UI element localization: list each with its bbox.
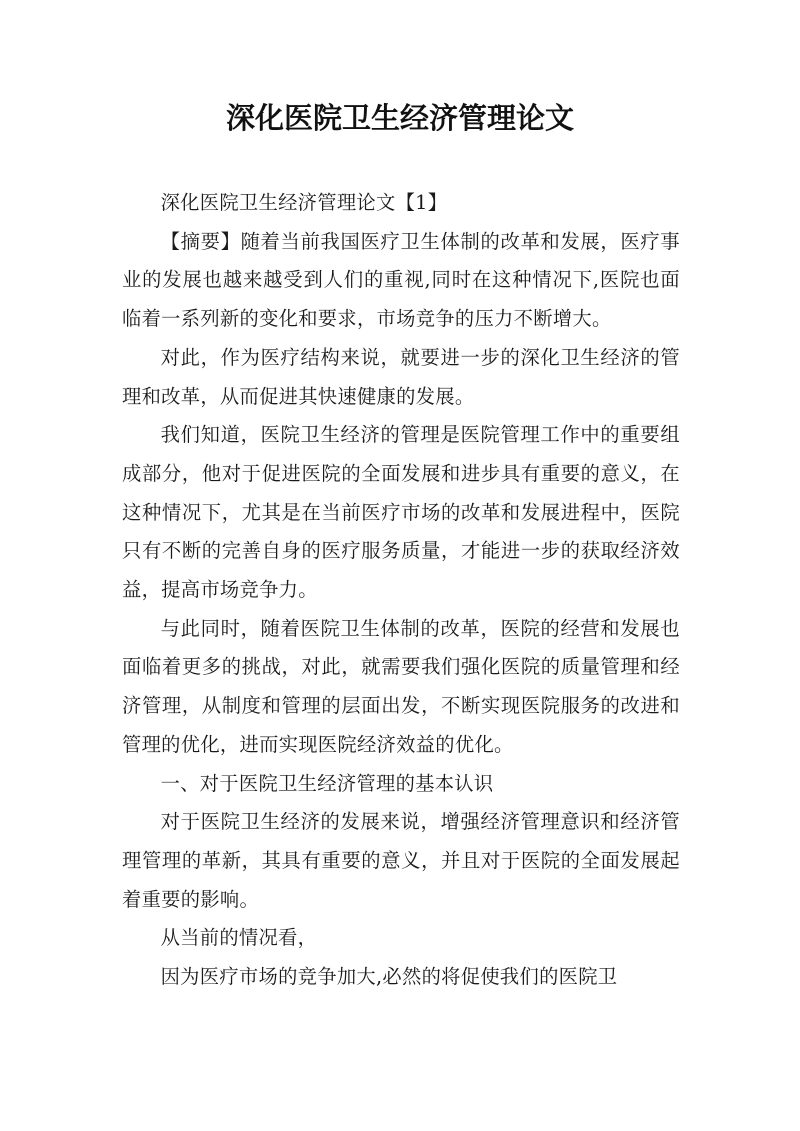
paragraph: 从当前的情况看，: [160, 926, 318, 950]
paragraph: 因为医疗市场的竞争加大,必然的将促使我们的医院卫: [160, 965, 618, 989]
paragraph: 与此同时，随着医院卫生体制的改革，医院的经营和发展也面临着更多的挑战，对此，就需要我们强化医院的质量管理和经济管理，从制度和管理的层面出发，不断实现医院服务的改进和管理的优化，进而实现医院经济效益的优化。: [122, 616, 680, 756]
document-body: [122, 184, 680, 997]
paragraph-abstract: 【摘要】随着当前我国医疗卫生体制的改革和发展，医疗事业的发展也越来越受到人们的重视,同时在这种情况下,医院也面临着一系列新的变化和要求，市场竞争的压力不断增大。: [122, 229, 680, 331]
section-heading: 一、对于医院卫生经济管理的基本认识: [160, 771, 494, 795]
paragraph: 我们知道，医院卫生经济的管理是医院管理工作中的重要组成部分，他对于促进医院的全面发展和进步具有重要的意义，在这种情况下，尤其是在当前医疗市场的改革和发展进程中，医院只有不断的完善自身的医疗服务质量，才能进一步的获取经济效益，提高市场竞争力。: [122, 423, 680, 602]
paragraph: 对于医院卫生经济的发展来说，增强经济管理意识和经济管理管理的革新，其具有重要的意义，并且对于医院的全面发展起着重要的影响。: [122, 810, 680, 911]
paragraph-subtitle: 深化医院卫生经济管理论文【1】: [160, 191, 448, 214]
paragraph: 对此，作为医疗结构来说，就要进一步的深化卫生经济的管理和改革，从而促进其快速健康的发展。: [122, 345, 680, 408]
document-title: 深化医院卫生经济管理论文: [225, 101, 574, 135]
